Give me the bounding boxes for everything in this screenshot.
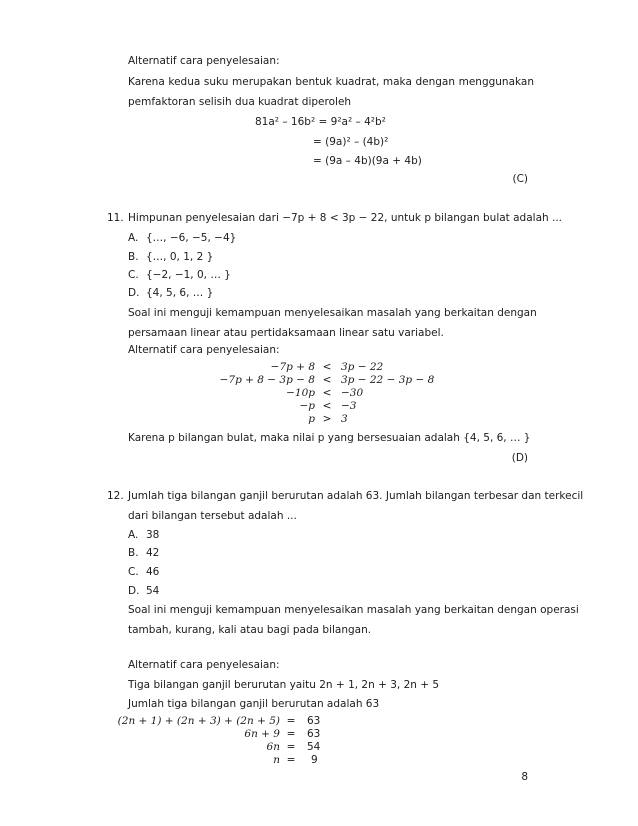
q11-step-4-right: −3 [341,400,357,412]
q11-question: Himpunan penyelesaian dari −7p + 8 < 3p − 22, untuk p bilangan bulat adalah ... [128,212,563,224]
q12-question-line2: dari bilangan tersebut adalah ... [128,510,297,522]
q11-step-1-left: −7p + 8 [270,361,315,373]
q12-step-1-right: 63 [307,715,321,727]
q11-note-line2: persamaan linear atau pertidaksamaan linear satu variabel. [128,327,444,339]
q12-option-d-letter: D. [128,585,140,597]
q12-step-2-left: 6n + 9 [244,728,280,740]
q11-step-2-left: −7p + 8 − 3p − 8 [219,374,315,386]
q12-step-4-right: 9 [311,754,318,766]
q11-step-5-op: > [322,413,332,425]
q12-option-d-text: 54 [146,585,160,597]
q11-step-1-op: < [322,361,332,373]
q11-step-4-left: −p [299,400,315,412]
q11-solution-heading: Alternatif cara penyelesaian: [128,344,280,356]
q11-step-1-right: 3p − 22 [341,361,384,373]
q11-option-c-text: {−2, −1, 0, … } [146,269,231,281]
q12-step-1-op: = [286,715,296,727]
prev-solution-equation-3: = (9a – 4b)(9a + 4b) [313,155,422,167]
q12-option-b-letter: B. [128,547,139,559]
q11-option-a-letter: A. [128,232,139,244]
q12-option-a-letter: A. [128,529,139,541]
q11-option-b-letter: B. [128,251,139,263]
q11-option-c-letter: C. [128,269,139,281]
q12-option-a-text: 38 [146,529,160,541]
q11-step-5-left: p [308,413,315,425]
q11-answer: (D) [511,452,528,464]
q11-option-a-text: {…, −6, −5, −4} [146,232,237,244]
page-number: 8 [521,771,528,783]
q11-number: 11. [107,212,124,224]
q11-note-line1: Soal ini menguji kemampuan menyelesaikan masalah yang berkaitan dengan [128,307,537,319]
q12-option-c-text: 46 [146,566,160,578]
q11-step-2-right: 3p − 22 − 3p − 8 [341,374,435,386]
q12-solution-heading: Alternatif cara penyelesaian: [128,659,280,671]
q12-step-3-op: = [286,741,296,753]
q12-option-c-letter: C. [128,566,139,578]
q12-solution-line2: Jumlah tiga bilangan ganjil berurutan adalah 63 [128,698,380,710]
q11-step-2-op: < [322,374,332,386]
q12-step-2-op: = [286,728,296,740]
q11-conclusion: Karena p bilangan bulat, maka nilai p yang bersesuaian adalah {4, 5, 6, … } [128,432,531,444]
prev-solution-heading: Alternatif cara penyelesaian: [128,55,280,67]
q11-step-3-right: −30 [341,387,364,399]
prev-solution-equation-1: 81a² – 16b² = 9²a² – 4²b² [255,116,386,128]
q12-step-2-right: 63 [307,728,321,740]
q12-note-line2: tambah, kurang, kali atau bagi pada bilangan. [128,624,372,636]
q12-question-line1: Jumlah tiga bilangan ganjil berurutan adalah 63. Jumlah bilangan terbesar dan terkecil [128,490,584,502]
q11-step-4-op: < [322,400,332,412]
q11-step-3-op: < [322,387,332,399]
q12-step-4-left: n [273,754,280,766]
prev-solution-equation-2: = (9a)² – (4b)² [313,136,389,148]
q12-solution-line1: Tiga bilangan ganjil berurutan yaitu 2n + 1, 2n + 3, 2n + 5 [128,679,440,691]
q12-step-1-left: (2n + 1) + (2n + 3) + (2n + 5) [117,715,280,727]
q12-number: 12. [107,490,124,502]
prev-solution-paragraph-line1: Karena kedua suku merupakan bentuk kuadrat, maka dengan menggunakan [128,76,534,88]
prev-solution-paragraph-line2: pemfaktoran selisih dua kuadrat diperoleh [128,96,352,108]
q11-option-d-text: {4, 5, 6, … } [146,287,214,299]
q12-step-4-op: = [286,754,296,766]
q11-step-5-right: 3 [341,413,348,425]
q12-note-line1: Soal ini menguji kemampuan menyelesaikan masalah yang berkaitan dengan operasi [128,604,579,616]
q11-step-3-left: −10p [286,387,315,399]
prev-solution-answer: (C) [512,173,528,185]
q11-option-d-letter: D. [128,287,140,299]
q12-step-3-left: 6n [266,741,280,753]
q12-option-b-text: 42 [146,547,160,559]
q11-option-b-text: {…, 0, 1, 2 } [146,251,214,263]
q12-step-3-right: 54 [307,741,321,753]
